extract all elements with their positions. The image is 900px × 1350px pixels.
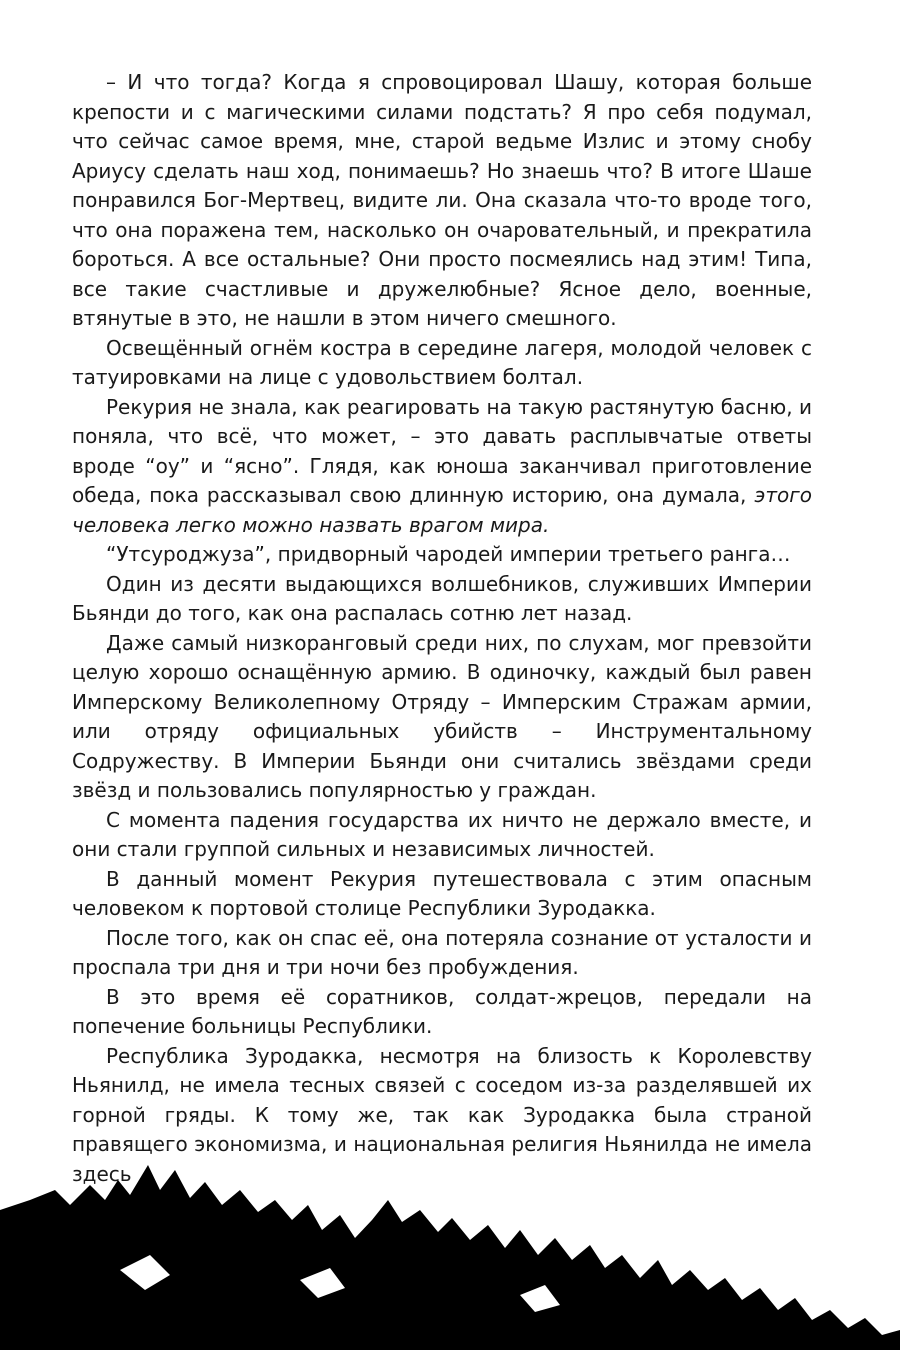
paragraph-text: Рекурия не знала, как реагировать на такую растянутую басню, и поняла, что всё, что может, – это давать расплывчатые ответы вроде “оу” и “ясно”. Глядя, как юноша заканчивал приготовление обеда, пока рассказывал свою длинную историю, она думала, bbox=[72, 394, 812, 507]
paragraph: В это время её соратников, солдат-жрецов, передали на попечение больницы Республики. bbox=[72, 984, 812, 1038]
paragraph: После того, как он спас её, она потеряла сознание от усталости и проспала три дня и три ночи без пробуждения. bbox=[72, 925, 812, 979]
page-text bbox=[72, 68, 812, 1189]
paragraph: – И что тогда? Когда я спровоцировал Шашу, которая больше крепости и с магическими силами подстать? Я про себя подумал, что сейчас самое время, мне, старой ведьме Излис и этому снобу Ариусу сделать наш ход, понимаешь? Но знаешь что? В итоге Шаше понравился Бог-Мертвец, видите ли. Она сказала что-то вроде того, что она поражена тем, насколько он очаровательный, и прекратила бороться. А все остальные? Они просто посмеялись над этим! Типа, все такие счастливые и дружелюбные? Ясное дело, военные, втянутые в это, не нашли в этом ничего смешного. bbox=[72, 70, 812, 330]
paragraph: Освещённый огнём костра в середине лагеря, молодой человек с татуировками на лице с удовольствием болтал. bbox=[72, 335, 812, 389]
paragraph: “Утсуроджуза”, придворный чародей империи третьего ранга… bbox=[106, 542, 791, 566]
italic-thought: этого человека легко можно назвать врагом мира. bbox=[72, 483, 812, 537]
paragraph bbox=[72, 393, 812, 541]
paragraph: В данный момент Рекурия путешествовала с этим опасным человеком к портовой столице Республики Зуродакка. bbox=[72, 866, 812, 920]
mountain-silhouette-decoration bbox=[0, 1160, 900, 1350]
paragraph: Даже самый низкоранговый среди них, по слухам, мог превзойти целую хорошо оснащённую армию. В одиночку, каждый был равен Имперскому Великолепному Отряду – Имперским Стражам армии, или отряду официальных убийств – Инструментальному Содружеству. В Империи Бьянди они считались звёздами среди звёзд и пользовались популярностью у граждан. bbox=[72, 630, 812, 802]
paragraph: Республика Зуродакка, несмотря на близость к Королевству Ньянилд, не имела тесных связей с соседом из-за разделявшей их горной гряды. К тому же, так как Зуродакка была страной правящего экономизма, и национальная религия Ньянилда не имела здесь bbox=[72, 1043, 812, 1186]
paragraph: Один из десяти выдающихся волшебников, служивших Империи Бьянди до того, как она распалась сотню лет назад. bbox=[72, 571, 812, 625]
paragraph: С момента падения государства их ничто не держало вместе, и они стали группой сильных и независимых личностей. bbox=[72, 807, 812, 861]
